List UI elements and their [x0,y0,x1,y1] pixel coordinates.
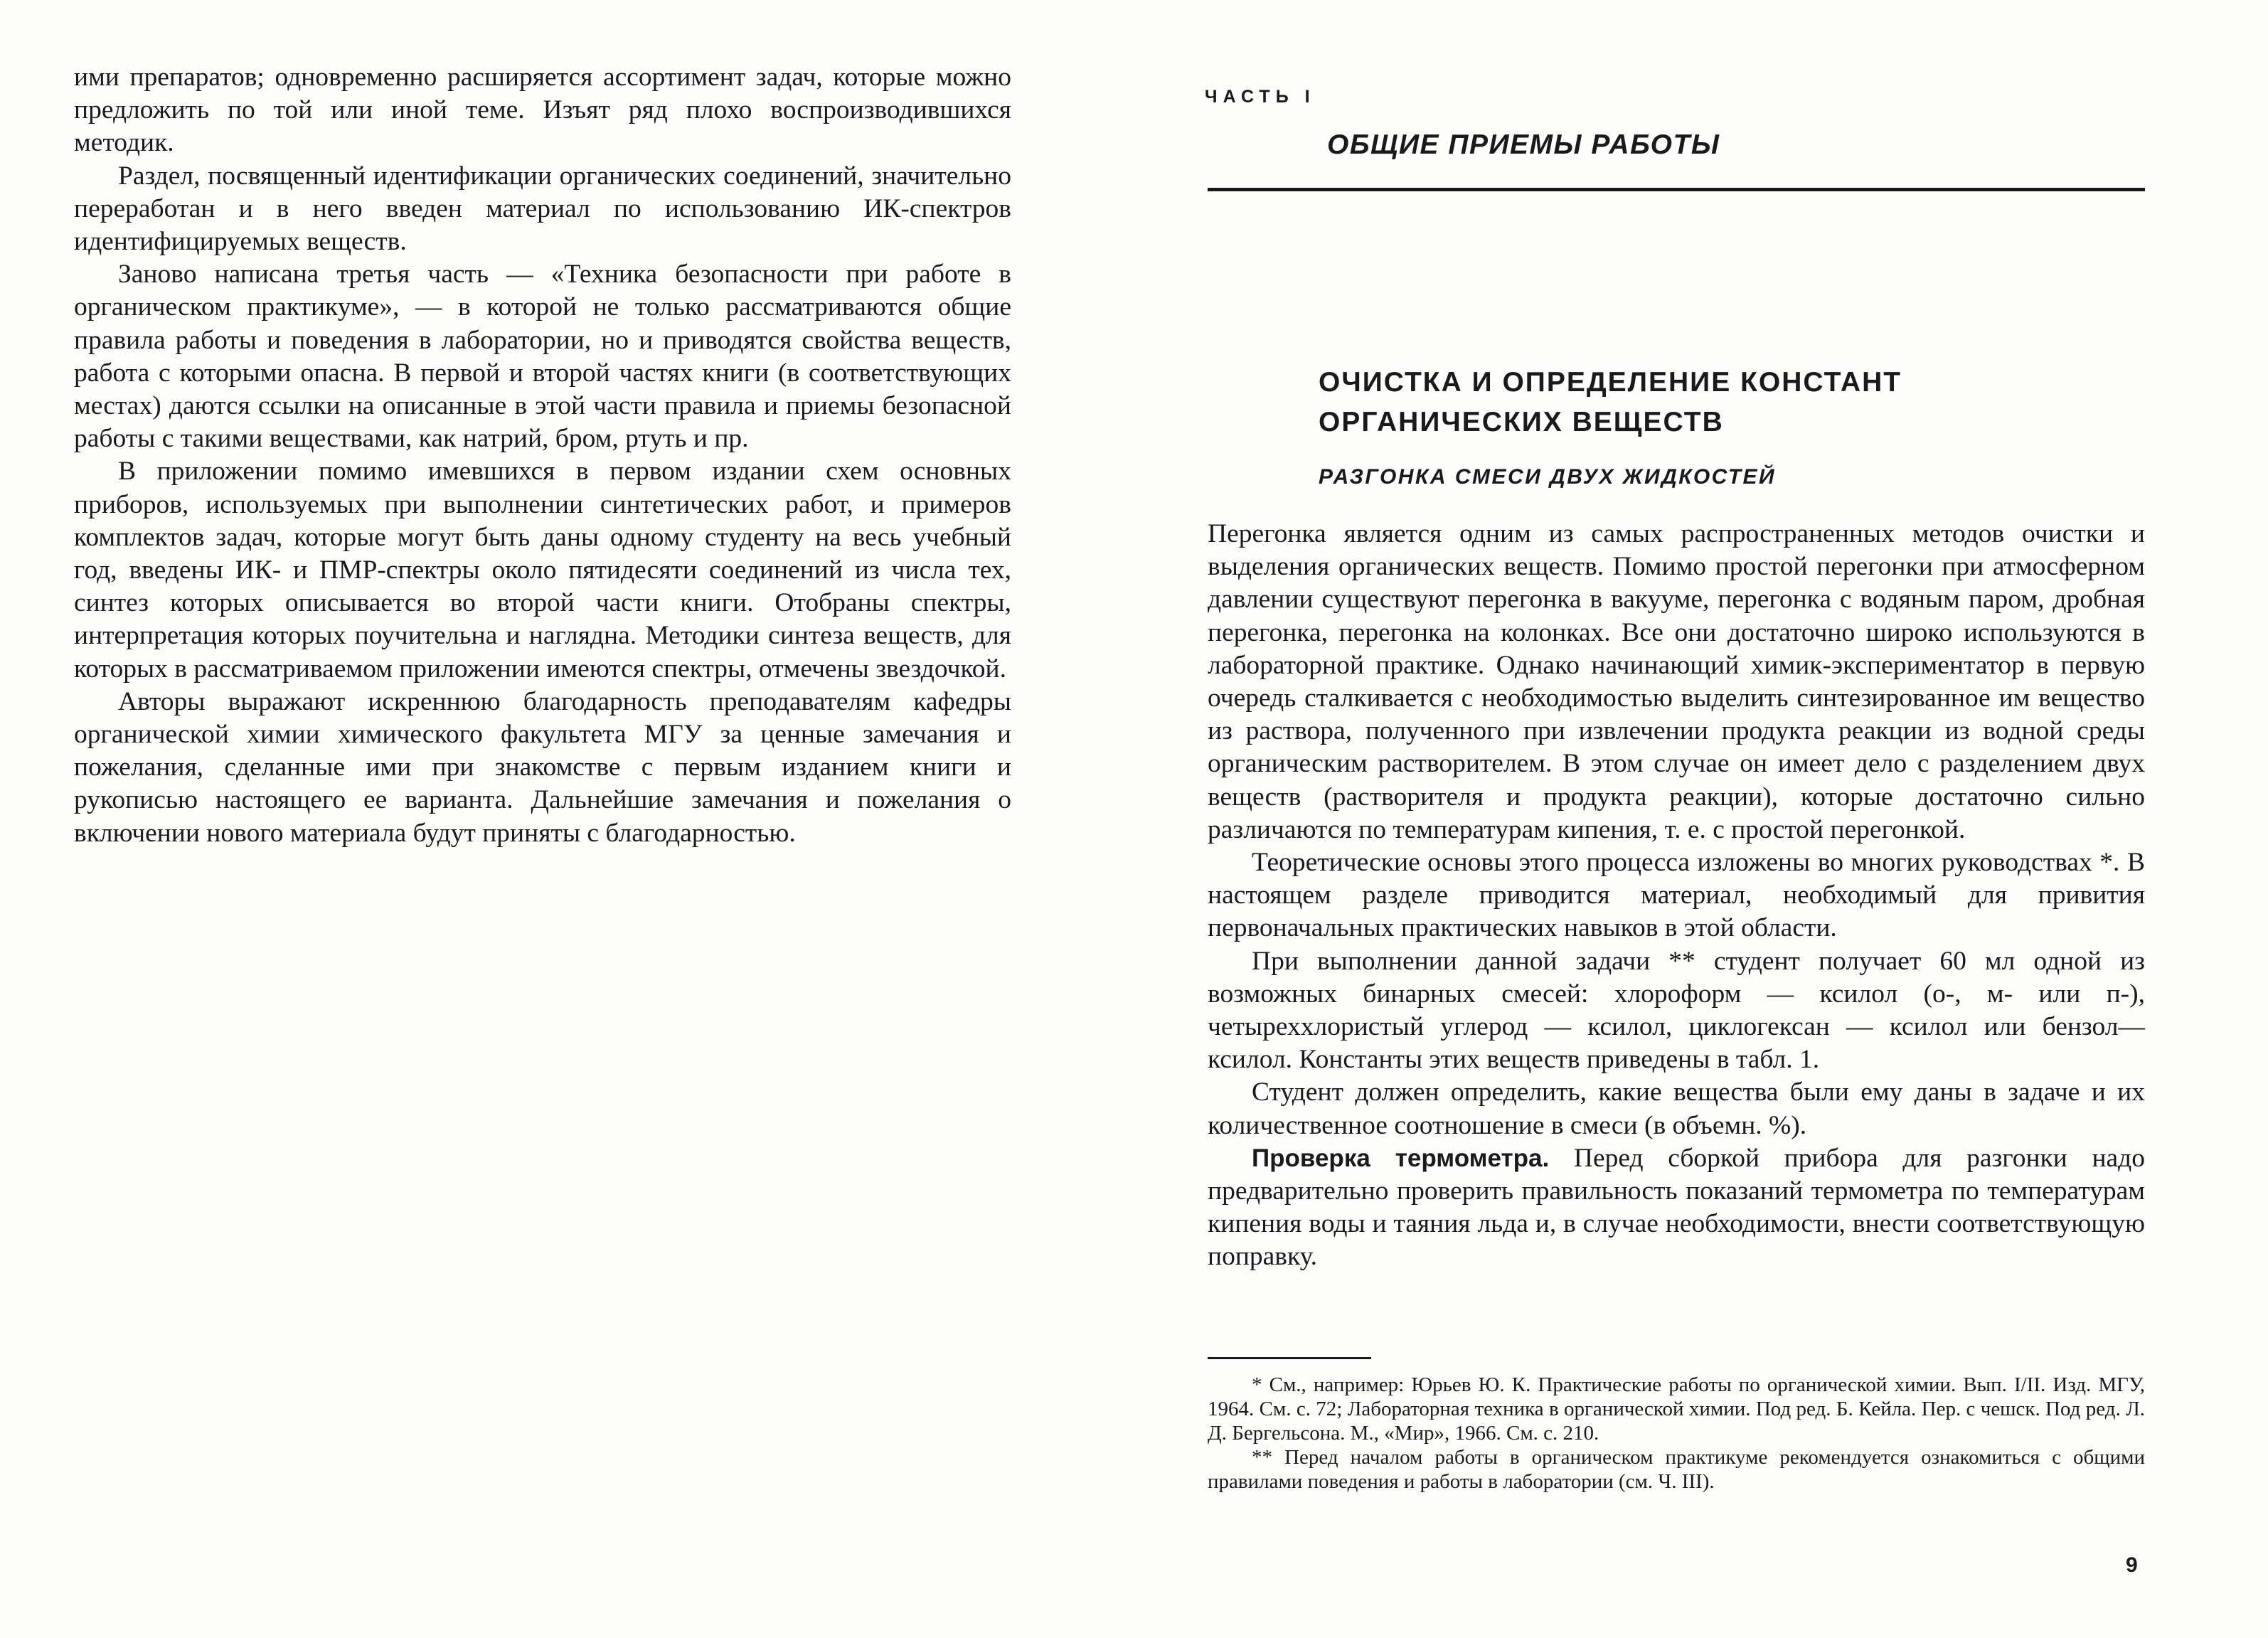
right-paragraph-1: Перегонка является одним из самых распространенных методов очистки и выделения органических веществ. Помимо простой перегонки при атмосферном давлении существуют перегонка в вакууме, перегонка с водяным паром, дробная перегонка, перегонка на колонках. Все они достаточно широко используются в лабораторной практике. Однако начинающий химик-экспериментатор в первую очередь сталкивается с необходимостью выделить синтезированное им вещество из раствора, полученного при извлечении продукта реакции из водной среды органическим растворителем. В этом случае он имеет дело с разделением двух веществ (растворителя и продукта реакции), которые достаточно сильно различаются по температурам кипения, т. е. с простой перегонкой. [1208,519,2145,844]
part-title: ОБЩИЕ ПРИЕМЫ РАБОТЫ [1327,129,1720,160]
right-paragraph-3: При выполнении данной задачи ** студент получает 60 мл одной из возможных бинарных смесей: хлороформ — ксилол (о-, м- или п-), четыреххлористый углерод — ксилол, циклогексан — ксилол или бензол—ксилол. Константы этих веществ приведены в табл. 1. [1208,946,2145,1075]
subsection-title: РАЗГОНКА СМЕСИ ДВУХ ЖИДКОСТЕЙ [1319,465,1777,489]
section-title-line-1: ОЧИСТКА И ОПРЕДЕЛЕНИЕ КОНСТАНТ [1319,367,1902,398]
footnote-1: * См., например: Юрьев Ю. К. Практические работы по органической химии. Вып. I/II. Изд. МГУ, 1964. См. с. 72; Лабораторная техника в органической химии. Под ред. Б. Кейла. Пер. с чешск. Под ред. Л. Д. Бергельсона. М., «Мир», 1966. См. с. 210. [1208,1373,2145,1445]
right-page [1134,0,2268,1638]
footnotes [1208,1373,2145,1494]
left-paragraph-5: Авторы выражают искреннюю благодарность преподавателям кафедры органической химии химического факультета МГУ за ценные замечания и пожелания, сделанные ими при знакомстве с первым изданием книги и рукописью настоящего ее варианта. Дальнейшие замечания и пожелания о включении нового материала будут приняты с благодарностью. [74,686,1011,848]
left-paragraph-1: ими препаратов; одновременно расширяется ассортимент задач, которые можно предложить по той или иной теме. Изъят ряд плохо воспроизводившихся методик. [74,63,1011,158]
left-page-text-column [74,61,1011,850]
left-paragraph-4: В приложении помимо имевшихся в первом издании схем основных приборов, используемых при выполнении синтетических работ, и примеров комплектов задач, которые могут быть даны одному студенту на весь учебный год, введены ИК- и ПМР-спектры около пятидесяти соединений из числа тех, синтез которых описывается во второй части книги. Отобраны спектры, интерпретация которых поучительна и наглядна. Методики синтеза веществ, для которых в рассматриваемом приложении имеются спектры, отмечены звездочкой. [74,457,1011,684]
part-divider-rule [1208,188,2145,191]
part-label: ЧАСТЬ I [1205,87,1316,107]
section-title [1319,363,1902,442]
footnote-2: ** Перед началом работы в органическом практикуме рекомендуется ознакомиться с общими правилами поведения и работы в лаборатории (см. Ч. III). [1208,1446,2145,1493]
footnote-rule [1208,1357,1371,1359]
left-paragraph-2: Раздел, посвященный идентификации органических соединений, значительно переработан и в него введен материал по использованию ИК-спектров идентифицируемых веществ. [74,161,1011,257]
run-in-heading: Проверка термометра. [1252,1144,1550,1172]
right-page-text-column [1208,518,2145,1274]
run-in-text: Перед сборкой прибора для разгонки надо предварительно проверить правильность показаний термометра по температурам кипения воды и таяния льда и, в случае необходимости, внести соответствующую поправку. [1208,1143,2146,1272]
left-paragraph-3: Заново написана третья часть — «Техника безопасности при работе в органическом практикуме», — в которой не только рассматриваются общие правила работы и поведения в лаборатории, но и приводятся свойства веществ, работа с которыми опасна. В первой и второй частях книги (в соответствующих местах) даются ссылки на описанные в этой части правила и приемы безопасной работы с такими веществами, как натрий, бром, ртуть и пр. [74,260,1011,454]
page-number: 9 [2126,1553,2138,1577]
right-paragraph-5 [1208,1142,2145,1274]
right-paragraph-2: Теоретические основы этого процесса изложены во многих руководствах *. В настоящем разделе приводится материал, необходимый для привития первоначальных практических навыков в этой области. [1208,848,2145,943]
section-title-line-2: ОРГАНИЧЕСКИХ ВЕЩЕСТВ [1319,407,1724,437]
right-paragraph-4: Студент должен определить, какие вещества были ему даны в задаче и их количественное соотношение в смеси (в объемн. %). [1208,1078,2145,1140]
